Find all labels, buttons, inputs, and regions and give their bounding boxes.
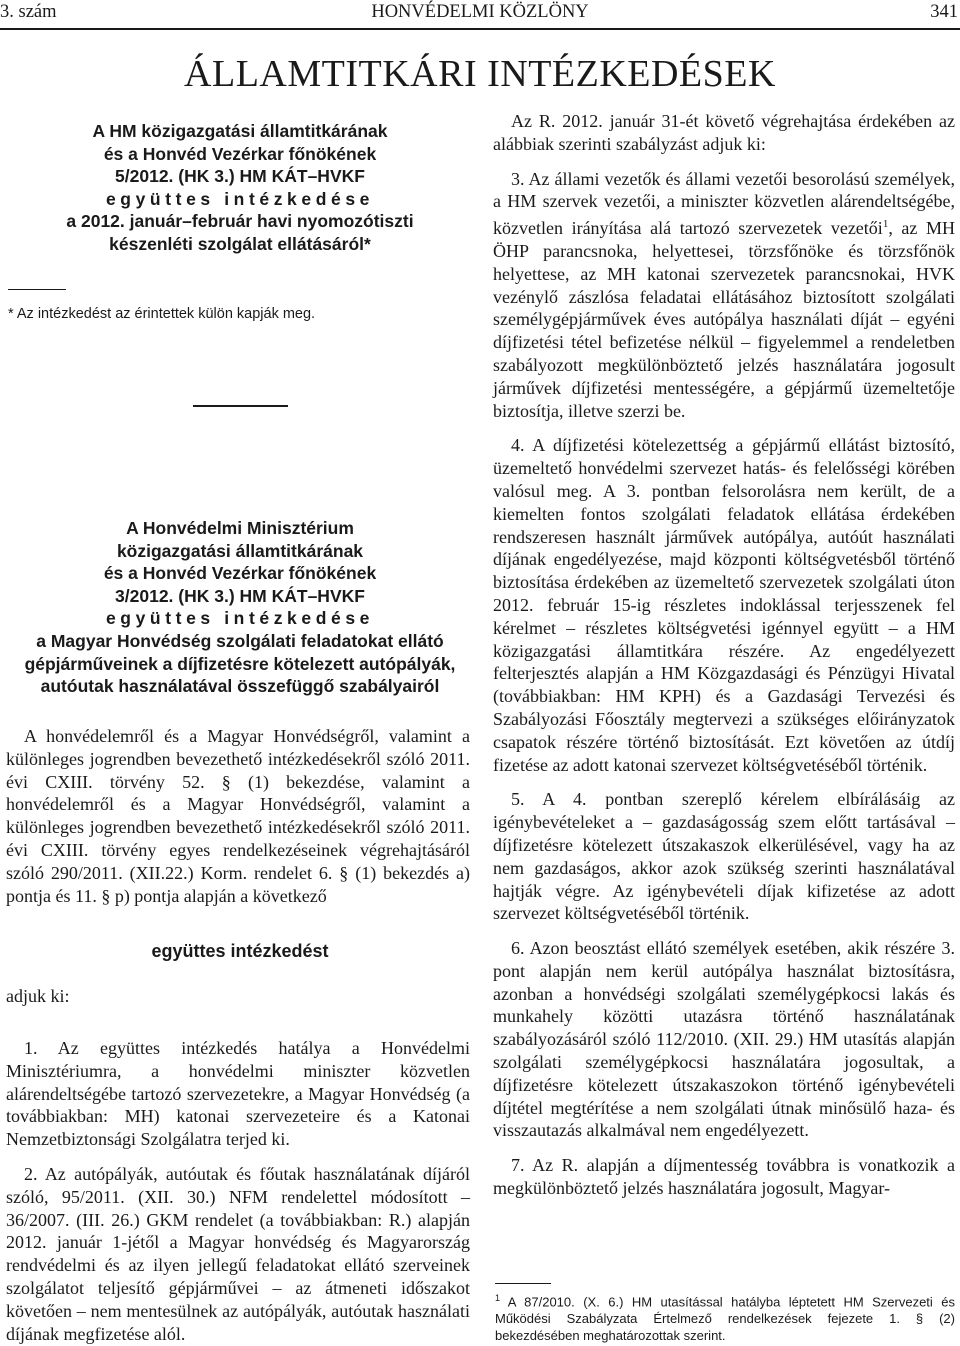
footnote-text: A 87/2010. (X. 6.) HM utasítással hatályba léptetett HM Szervezeti és Működési Szabályzata Értelmező rendelkezések fejezete 1. § (2) bekezdésében meghatározottak szerint. (495, 1294, 955, 1344)
paragraph: 5. A 4. pontban szereplő kérelem elbírálásáig az igénybevételeket a – gazdaságosság szem előtt tartásával – díjfizetésre kötelezett útszakaszok elkerülésével, vagy ha az nem gazdaságos, akkor azok szükség szerinti használatával hajtják végre. Az igénybevételi díjak kifizetése az adott szervezet költségvetéséből történik. (493, 789, 955, 924)
left-paragraphs (6, 1037, 470, 1345)
paragraph: 6. Azon beosztást ellátó személyek esetében, akik részére 3. pont alapján nem kerül autópálya használat biztosításra, azonban a honvédségi szolgálati személygépkocsi lakás és munkahely közötti utazásra történő használatának szabályozásáról szóló 112/2010. (XII. 29.) HM utasítás alapján szolgálati személygépkocsi használatára jogosultak, a díjfizetésre kötelezett útszakaszokon történő igénybevételi díjtétel megtérítése a nem szolgálati útnak minősülő haza- és visszautazás alkalmával nem engedélyezett. (493, 938, 955, 1141)
measure1-title (0, 120, 480, 256)
p3-text: 3. Az állami vezetők és állami vezetői besorolású személyek, a HM szervek vezetői, a miniszter közvetlen alárendeltségébe, közvetlen irányítása alá tartozó szervezetek vezetői (493, 168, 955, 239)
measure1-title-line: és a Honvéd Vezérkar főnökének (103, 143, 377, 164)
footnote-number: 1 (495, 1293, 501, 1303)
page-number: 341 (930, 2, 958, 22)
footnote-rule (495, 1283, 551, 1284)
page-footnote (495, 1290, 955, 1344)
p3-text: , az MH ÖHP parancsnoka, helyettesei, törzsfőnöke és törzsfőnök helyettese, az MH katonai szervezetek parancsnokai, HVK vezénylő zászlósa feladatai ellátásához biztosított szolgálati személygépjárművek éves autópálya használati díját – egyéni díjfizetési tétel befizetése nélkül – figyelemmel a rendeletben szabályozott megkülönböztető jelzés használatára jogosult járművek díjfizetési mentességére, a gépjármű üzemeltetője biztosítja, illetve szerzi be. (493, 218, 955, 421)
footnote-rule (8, 289, 66, 290)
subheading: együttes intézkedést (151, 941, 329, 961)
footnote-ref: 1 (882, 218, 889, 231)
measure1-title-line: a 2012. január–február havi nyomozótiszti (66, 211, 414, 232)
measure2-title-line: autóutak használatával összefüggő szabályairól (40, 676, 440, 697)
right-column (493, 110, 955, 1200)
measure1-title-line: együttes intézkedése (105, 188, 375, 209)
measure2-title-line: közigazgatási államtitkárának (116, 540, 364, 561)
paragraph: 1. Az együttes intézkedés hatálya a Honvédelmi Minisztériumra, a honvédelmi miniszter közvetlen alárendeltségébe tartozó szervezetekre, a Magyar Honvédség (a továbbiakban: MH) katonai szervezeteire és a Katonai Nemzetbiztonsági Szolgálatra terjed ki. (6, 1038, 470, 1150)
adjuk-ki: adjuk ki: (6, 986, 70, 1006)
paragraph: 7. Az R. alapján a díjmentesség továbbra is vonatkozik a megkülönböztető jelzés használatára jogosult, Magyar- (493, 1155, 955, 1199)
measure2-title-line: és a Honvéd Vezérkar főnökének (103, 563, 377, 584)
paragraph: 2. Az autópályák, autóutak és főutak használatának díjáról szóló, 95/2011. (XII. 30.) NFM rendelettel módosított – 36/2007. (III. 26.) GKM rendelet (a továbbiakban: R.) alapján 2012. január 1-jétől a Magyar honvédség és Magyarország rendvédelmi és az ilyen jellegű feladatokat ellátó szerveinek szolgálatot teljesítő gépjárművei – az átmeneti időszakot követően – nem mentesülnek az autópályák, autóutak használati díjának megfizetése alól. (6, 1163, 470, 1344)
measure2-title (0, 517, 480, 698)
measure1-title-line: A HM közigazgatási államtitkárának (92, 121, 388, 141)
header-rule (0, 28, 960, 30)
measure1-footnote: * Az intézkedést az érintettek külön kapják meg. (8, 306, 316, 322)
measure2-title-line: A Honvédelmi Minisztérium (126, 518, 354, 538)
preamble: A honvédelemről és a Magyar Honvédségről, valamint a különleges jogrendben bevezethető intézkedésekről szóló 2011. évi CXIII. törvény 52. § (1) bekezdése, valamint a honvédelemről és a Magyar Honvédségről, valamint a különleges jogrendben bevezethető intézkedésekről szóló 2011. évi CXIII. törvény egyes rendelkezéseinek végrehajtásáról szóló 290/2011. (XII.22.) Korm. rendelet 6. § (1) bekezdés a) pontja és 11. § p) pontja alapján a következő (6, 726, 470, 906)
measure1-title-line: készenléti szolgálat ellátásáról* (109, 233, 371, 254)
measure2-title-line: 3/2012. (HK 3.) HM KÁT–HVKF (115, 585, 365, 606)
separator-rule (193, 405, 288, 407)
measure2-title-line: együttes intézkedése (105, 608, 375, 629)
paragraph-3 (493, 168, 955, 423)
section-title: ÁLLAMTITKÁRI INTÉZKEDÉSEK (184, 53, 776, 95)
paragraph: 4. A díjfizetési kötelezettség a gépjármű ellátást biztosító, üzemeltető honvédelmi szervezet hatás- és felelősségi körében valósul meg. A 3. pontban felsorolásra nem került, de a kiemelten fontos szolgálati feladatok ellátása érdekében rendszeresen használt járművek autópálya, autóút használati díjának engedélyezése, majd központi költségvetésből történő biztosítása érdekében az üzemeltető szervezetek szolgálati úton 2012. február 15-ig részletes indoklással terjesszenek fel kérelmet – részletes költségvetési igénnyel együtt – a HM közigazgatási államtitkára részére. Az engedélyezett felterjesztés alapján a HM Közgazdasági és Pénzügyi Hivatal (továbbiakban: HM KPH) és a Gazdasági Tervezési és Szabályozási Főosztály megtervezi a szükséges előirányzatok csapatok részére történő biztosítását. Ezt követően az útdíj fizetése az adott katonai szervezet költségvetéséből történik. (493, 435, 955, 775)
intro-paragraph: Az R. 2012. január 31-ét követő végrehajtása érdekében az alábbiak szerinti szabályzást adjuk ki: (493, 111, 955, 154)
issue-number: 3. szám (0, 2, 57, 22)
measure2-title-line: gépjárműveinek a díjfizetésre kötelezett autópályák, (24, 653, 456, 674)
journal-title: HONVÉDELMI KÖZLÖNY (371, 2, 589, 22)
measure1-title-line: 5/2012. (HK 3.) HM KÁT–HVKF (115, 166, 365, 187)
measure2-title-line: a Magyar Honvédség szolgálati feladatokat ellátó (36, 630, 444, 651)
